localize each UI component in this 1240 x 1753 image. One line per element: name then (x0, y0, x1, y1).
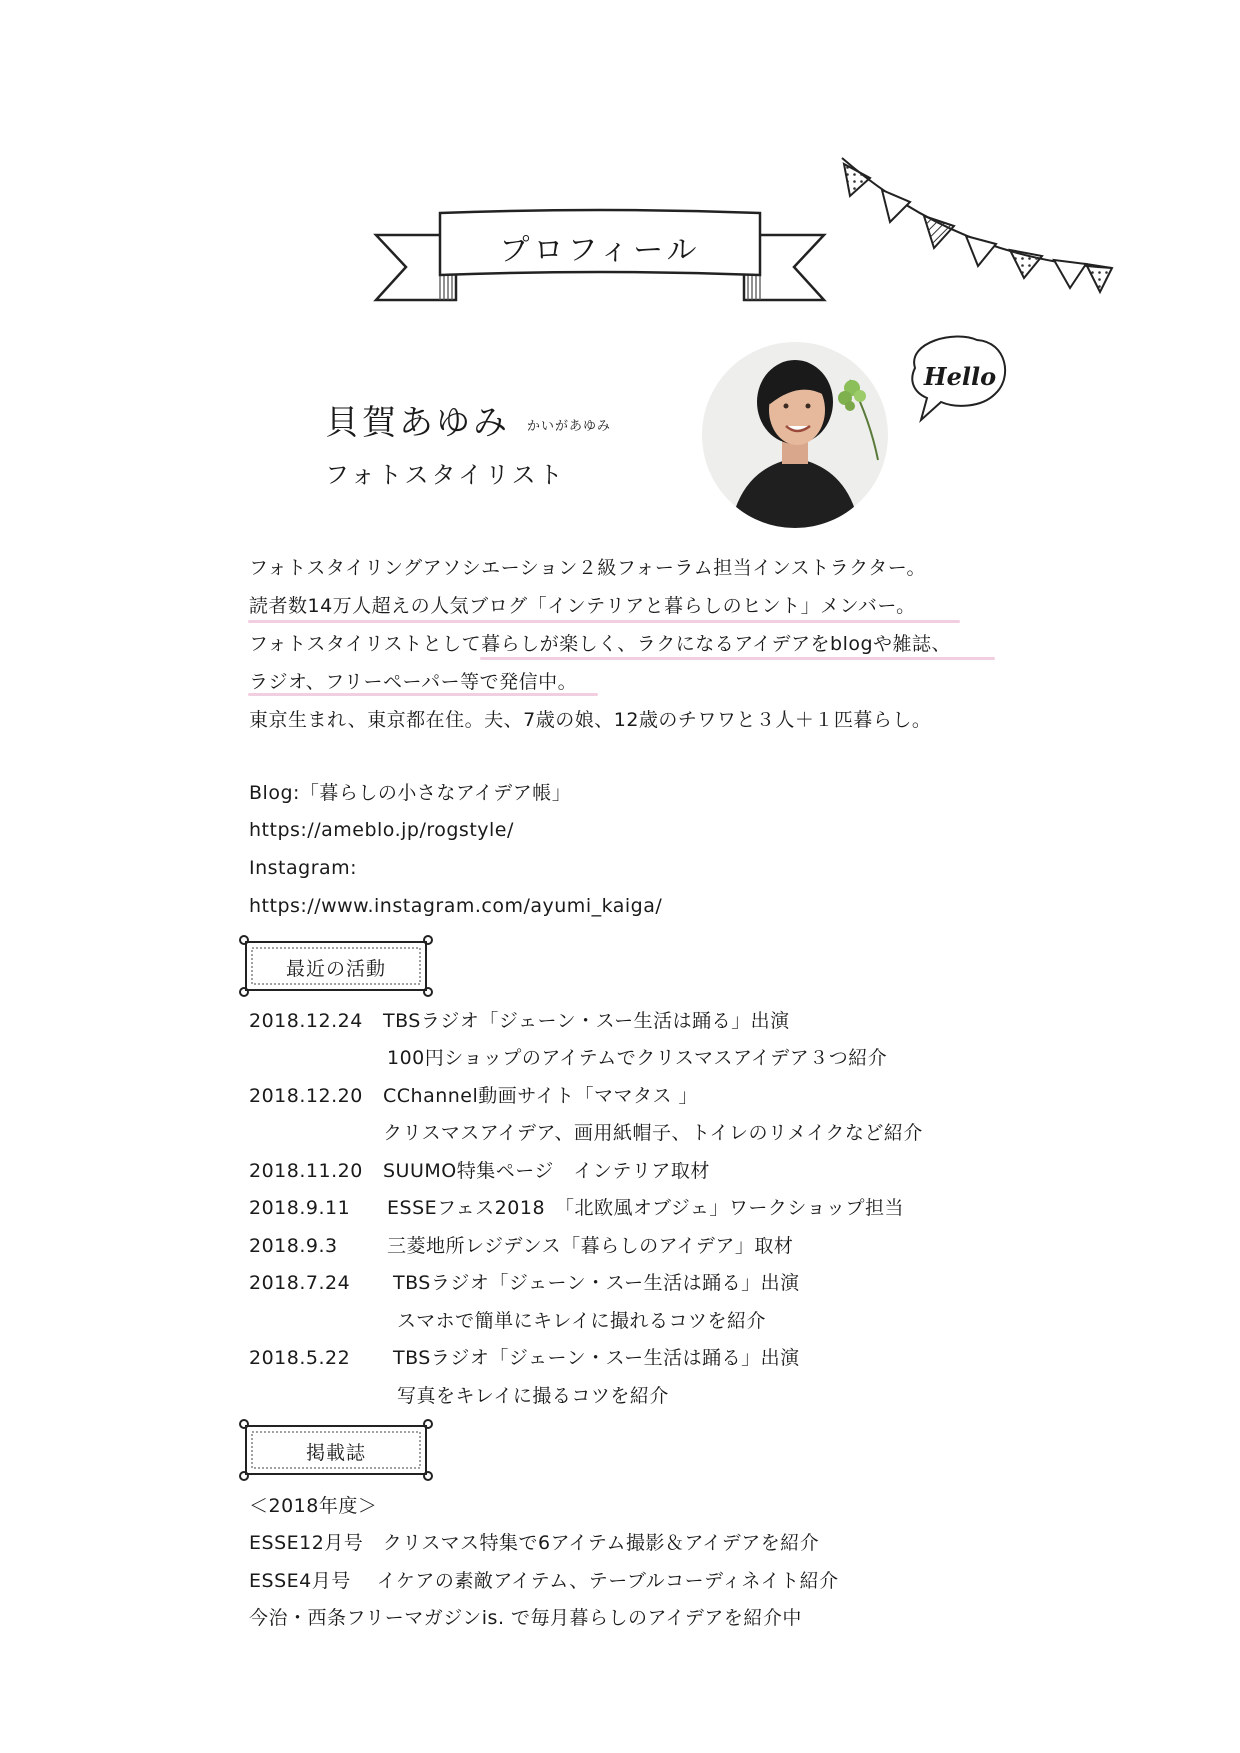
activity-desc: 写真をキレイに撮るコツを紹介 (397, 1385, 669, 1407)
hello-text: Hello (923, 362, 997, 391)
activity-date: 2018.5.22 (249, 1347, 351, 1369)
activities-heading: 最近の活動 (285, 958, 386, 980)
page-title: プロフィール (499, 233, 701, 268)
publication-item: 今治・西条フリーマガジンis. で毎月暮らしのアイデアを紹介中 (249, 1607, 802, 1629)
activity-date: 2018.12.20 (249, 1085, 363, 1107)
activity-desc: スマホで簡単にキレイに撮れるコツを紹介 (397, 1310, 766, 1332)
activity-desc: TBSラジオ「ジェーン・スー生活は踊る」出演 (393, 1347, 800, 1369)
instagram-link[interactable]: https://www.instagram.com/ayumi_kaiga/ (249, 895, 663, 917)
bio-line: フォトスタイリストとして暮らしが楽しく、ラクになるアイデアをblogや雑誌、 (249, 633, 952, 655)
activity-desc: TBSラジオ「ジェーン・スー生活は踊る」出演 (393, 1272, 800, 1294)
blog-label: Blog:「暮らしの小さなアイデア帳」 (249, 782, 572, 804)
publication-item: ESSE4月号 イケアの素敵アイテム、テーブルコーディネイト紹介 (249, 1570, 839, 1592)
activity-date: 2018.9.11 (249, 1197, 351, 1219)
activity-desc: TBSラジオ「ジェーン・スー生活は踊る」出演 (383, 1010, 790, 1032)
bunting-decoration (830, 150, 1120, 310)
profile-name: 貝賀あゆみ (325, 403, 510, 443)
activity-desc: クリスマスアイデア、画用紙帽子、トイレのリメイクなど紹介 (383, 1122, 923, 1144)
blog-link[interactable]: https://ameblo.jp/rogstyle/ (249, 819, 514, 841)
bio-line: 東京生まれ、東京都在住。夫、7歳の娘、12歳のチワワと３人＋１匹暮らし。 (249, 709, 932, 731)
publications-heading: 掲載誌 (305, 1442, 366, 1464)
publication-item: ESSE12月号 クリスマス特集で6アイテム撮影＆アイデアを紹介 (249, 1532, 820, 1554)
activity-date: 2018.12.24 (249, 1010, 363, 1032)
activity-desc: 100円ショップのアイテムでクリスマスアイデア３つ紹介 (387, 1047, 888, 1069)
instagram-label: Instagram: (249, 857, 358, 879)
activity-desc: SUUMO特集ページ インテリア取材 (383, 1160, 710, 1182)
activity-desc: 三菱地所レジデンス「暮らしのアイデア」取材 (387, 1235, 794, 1257)
bio-line: フォトスタイリングアソシエーション２級フォーラム担当インストラクター。 (249, 557, 926, 579)
activity-date: 2018.9.3 (249, 1235, 338, 1257)
activity-date: 2018.7.24 (249, 1272, 351, 1294)
bio-line: 読者数14万人超えの人気ブログ「インテリアと暮らしのヒント」メンバー。 (249, 595, 916, 617)
activity-desc: CChannel動画サイト「ママタス 」 (383, 1085, 698, 1107)
activity-desc: ESSEフェス2018 「北欧風オブジェ」ワークショップ担当 (387, 1197, 904, 1219)
publications-year: ＜2018年度＞ (249, 1495, 378, 1517)
profile-furigana: かいがあゆみ (527, 419, 612, 434)
profile-role: フォトスタイリスト (325, 461, 566, 489)
activity-date: 2018.11.20 (249, 1160, 363, 1182)
bio-line: ラジオ、フリーペーパー等で発信中。 (249, 671, 578, 693)
profile-photo (700, 340, 890, 530)
